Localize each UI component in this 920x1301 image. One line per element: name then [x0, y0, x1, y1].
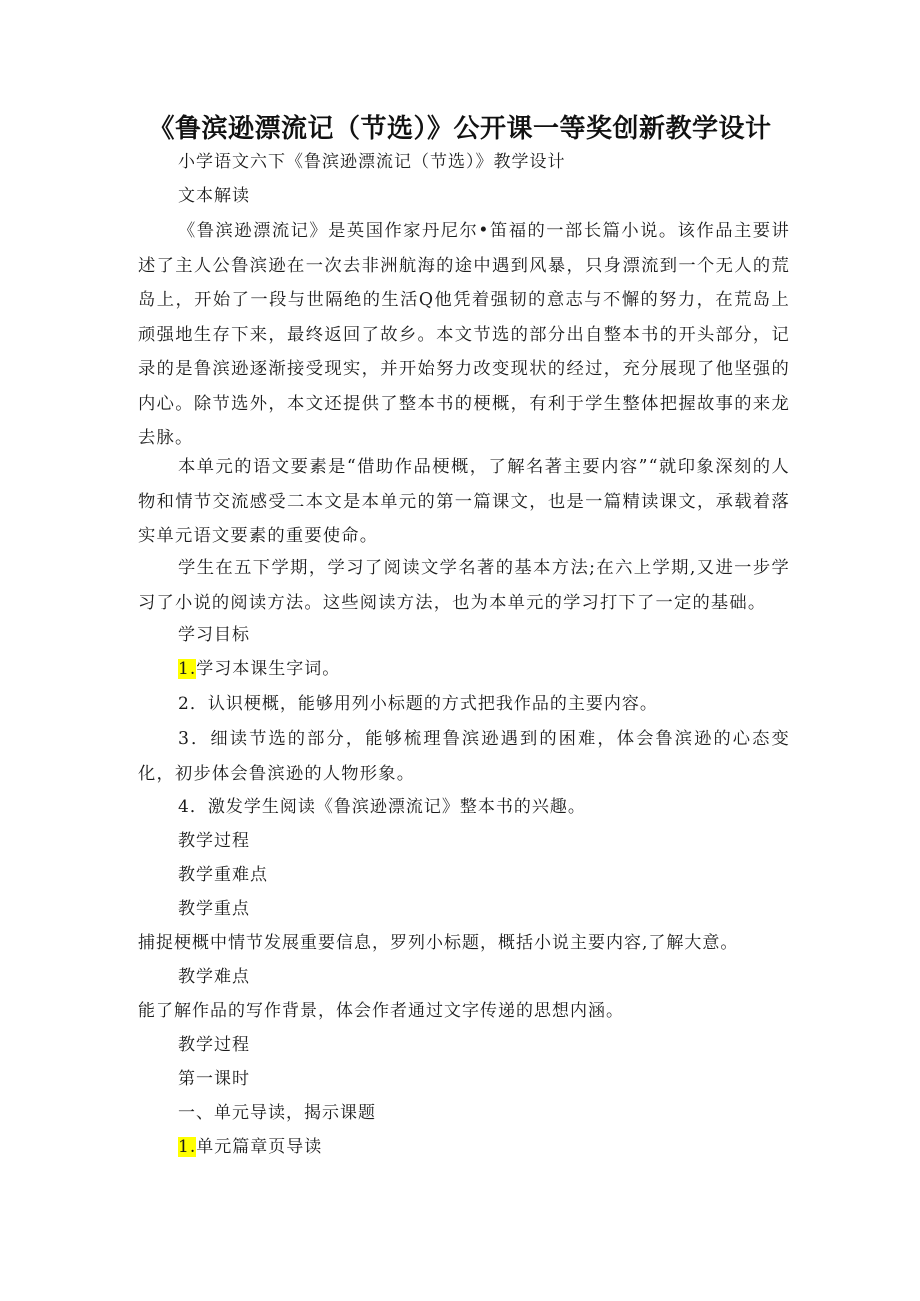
heading-key-points: 教学重点 [178, 899, 250, 919]
goal-item-1 [178, 657, 340, 681]
paragraph-student-background: 学生在五下学期，学习了阅读文学名著的基本方法;在六上学期,又进一步学习了小说的阅读方法。这些阅读方法，也为本单元的学习打下了一定的基础。 [138, 558, 790, 613]
heading-first-lesson: 第一课时 [178, 1069, 250, 1089]
step-1-text: 单元篇章页导读 [196, 1137, 323, 1157]
key-points-text: 捕捉梗概中情节发展重要信息，罗列小标题，概括小说主要内容,了解大意。 [138, 933, 739, 953]
heading-difficult-points: 教学难点 [178, 967, 250, 987]
heading-teaching-process-2: 教学过程 [178, 1035, 250, 1055]
goal-1-text: 学习本课生字词。 [196, 659, 341, 679]
heading-teaching-process: 教学过程 [178, 831, 250, 851]
document-title: 《鲁滨逊漂流记（节选）》公开课一等奖创新教学设计 [148, 114, 772, 144]
goal-1-number: 1. [178, 659, 197, 679]
step-item-1 [178, 1135, 322, 1159]
goal-item-4: 4．激发学生阅读《鲁滨逊漂流记》整本书的兴趣。 [178, 797, 586, 817]
goal-item-2: 2．认识梗概，能够用列小标题的方式把我作品的主要内容。 [178, 694, 658, 714]
paragraph-intro: 《鲁滨逊漂流记》是英国作家丹尼尔•笛福的一部长篇小说。该作品主要讲述了主人公鲁滨逊在一次去非洲航海的途中遇到风暴，只身漂流到一个无人的荒岛上，开始了一段与世隔绝的生活Q他凭着强韧的意志与不懈的努力，在荒岛上顽强地生存下来，最终返回了故乡。本文节选的部分出自整本书的开头部分，记录的是鲁滨逊逐渐接受现实，并开始努力改变现状的经过，充分展现了他坚强的内心。除节选外，本文还提供了整本书的梗概，有利于学生整体把握故事的来龙去脉。 [138, 221, 790, 448]
goal-item-3: 3．细读节选的部分，能够梳理鲁滨逊遇到的困难，体会鲁滨逊的心态变化，初步体会鲁滨逊的人物形象。 [138, 729, 790, 784]
heading-key-difficult: 教学重难点 [178, 865, 268, 885]
paragraph-unit-elements: 本单元的语文要素是“借助作品梗概，了解名著主要内容”“就印象深刻的人物和情节交流感受二本文是本单元的第一篇课文，也是一篇精读课文，承载着落实单元语文要素的重要使命。 [138, 457, 790, 546]
step-unit-intro: 一、单元导读，揭示课题 [178, 1103, 376, 1123]
subtitle: 小学语文六下《鲁滨逊漂流记（节选）》教学设计 [178, 152, 566, 172]
difficult-points-text: 能了解作品的写作背景，体会作者通过文字传递的思想内涵。 [138, 1001, 624, 1021]
step-1-number: 1. [178, 1137, 197, 1157]
heading-text-reading: 文本解读 [178, 186, 250, 206]
heading-learning-goals: 学习目标 [178, 625, 250, 645]
